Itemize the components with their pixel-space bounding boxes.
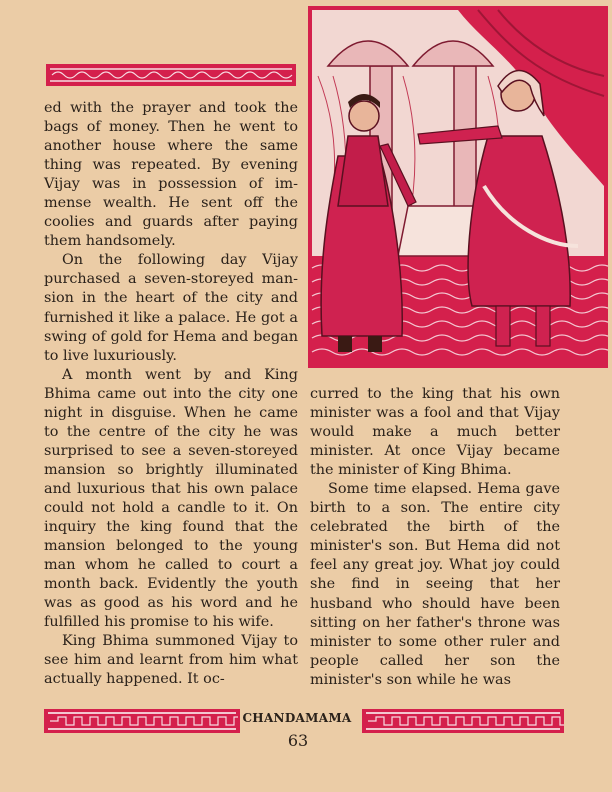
paragraph: On the following day Vijay purchased a seven-storeyed man- sion in the heart of the city and furnished it like a palace. He got a swing of gold for Hema and began to live luxuriously. [44,252,298,364]
magazine-title: CHANDAMAMA [242,711,352,725]
paragraph: ed with the prayer and took the bags of money. Then he went to another house where the same thing was repeated. By evening Vijay was in possession of im- mense wealth. He sent off the coolies and guards after paying them handsomely. [44,100,298,250]
paragraph: Some time elapsed. Hema gave birth to a son. The entire city celebrated the birth of the minister's son. But Hema did not feel any great joy. What joy could she find in seeing that her husband who should have been sitting on her father's throne was minister to some other ruler and people called her son the minister's son while he was [310,481,560,688]
paragraph: curred to the king that his own minister was a fool and that Vijay would make a much better minister. At once Vijay became the minister of King Bhima. [310,386,560,479]
right-text-column [310,385,560,690]
left-text-column [44,99,298,689]
page-number: 63 [287,731,309,750]
story-illustration [308,6,608,368]
decorative-header-band [46,64,296,86]
paragraph: A month went by and King Bhima came out into the city one night in disguise. When he came to the centre of the city he was surprised to see a seven-storeyed mansion so brightly illuminated and luxurious that his own palace could not hold a candle to it. On inquiry the king found that the mansion belonged to the young man whom he called to court a month back. Evidently the youth was as good as his word and he fulfilled his promise to his wife. [44,366,298,631]
paragraph: King Bhima summoned Vijay to see him and learnt from him what actually happened. It oc- [44,633,298,688]
